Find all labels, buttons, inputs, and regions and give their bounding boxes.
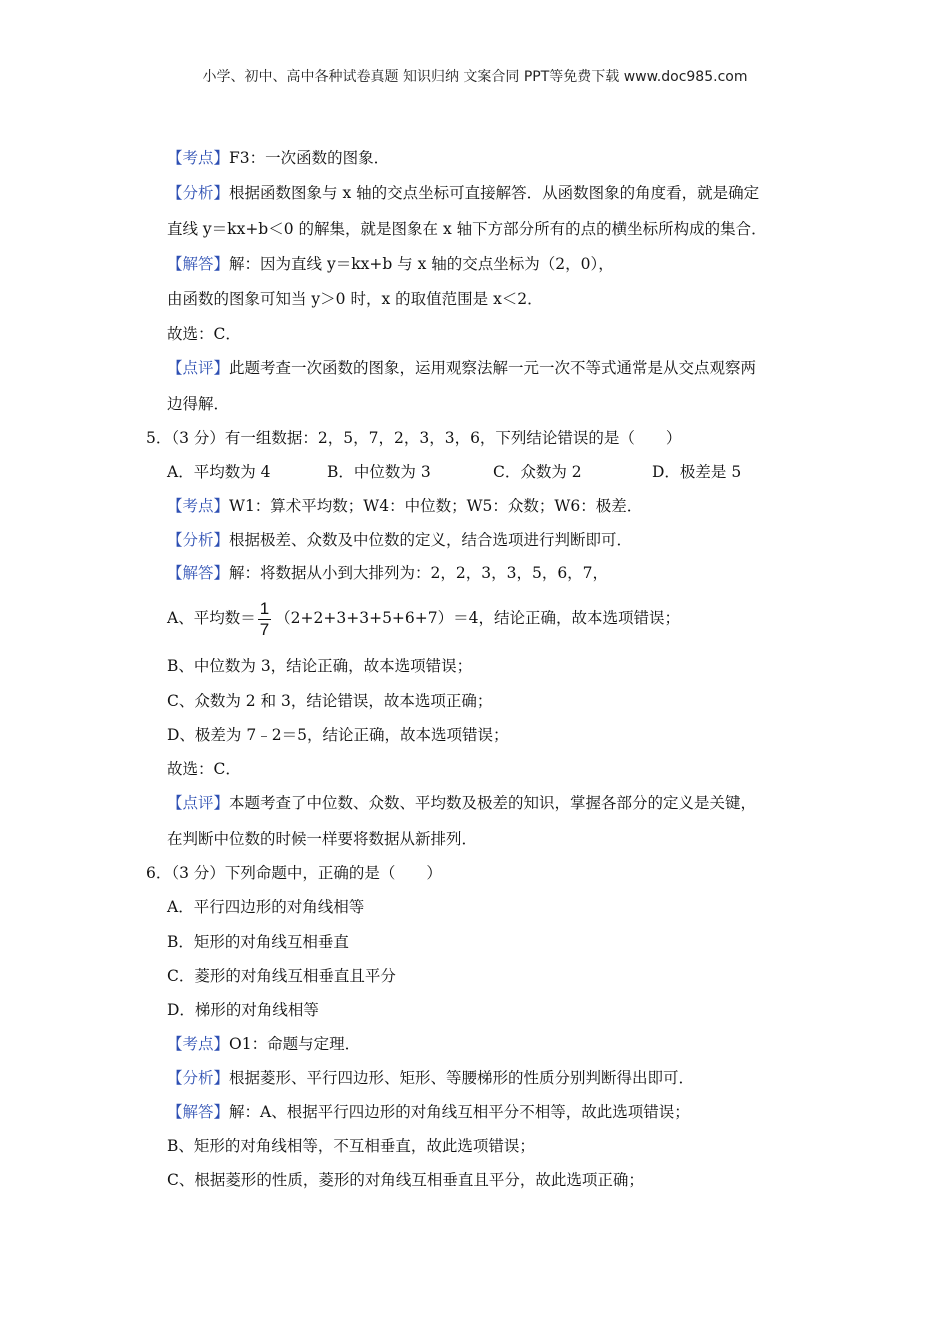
q5-jieda-text: 解：将数据从小到大排列为：2，2，3，3，5，6，7， [229, 564, 609, 582]
q5-choose: 故选：C． [167, 760, 241, 778]
fenxi-label: 【分析】 [167, 184, 230, 202]
dianping-label: 【点评】 [167, 794, 230, 812]
q5-kaodian-line [167, 496, 642, 516]
fraction-denominator: 7 [259, 619, 270, 639]
q5-option-b: B．中位数为 3 [327, 463, 431, 481]
fenxi-label: 【分析】 [167, 531, 230, 549]
q4-jieda-text-1: 解：因为直线 y＝kx+b 与 x 轴的交点坐标为（2，0）， [229, 255, 614, 273]
q6-kaodian-line [167, 1034, 360, 1054]
q6-option-c: C．菱形的对角线互相垂直且平分 [167, 967, 396, 985]
dianping-label: 【点评】 [167, 359, 230, 377]
q5-option-a: A．平均数为 4 [167, 463, 271, 481]
q5-dianping-line-1 [167, 793, 756, 813]
q6-line-c: C、根据菱形的性质，菱形的对角线互相垂直且平分，故此选项正确； [167, 1171, 644, 1189]
q4-choose: 故选：C． [167, 325, 241, 343]
q5-line-a-prefix: A、平均数＝ [167, 609, 256, 627]
q4-dianping-line-1 [167, 358, 756, 378]
q6-fenxi-line [167, 1068, 694, 1088]
q5-stem: 5．（3 分）有一组数据：2，5，7，2，3，3，6，下列结论错误的是（ ） [146, 429, 682, 447]
q4-kaodian-text: F3：一次函数的图象． [229, 149, 390, 167]
q6-option-a: A．平行四边形的对角线相等 [167, 898, 365, 916]
q5-fenxi-line [167, 530, 632, 550]
q4-fenxi-line-1 [167, 183, 759, 203]
jieda-label: 【解答】 [167, 1103, 230, 1121]
q4-fenxi-text-1: 根据函数图象与 x 轴的交点坐标可直接解答．从函数图象的角度看，就是确定 [229, 184, 760, 202]
fenxi-label: 【分析】 [167, 1069, 230, 1087]
q6-stem: 6．（3 分）下列命题中，正确的是（ ） [146, 864, 442, 882]
q6-kaodian-text: O1：命题与定理． [229, 1035, 361, 1053]
q6-jieda-line [167, 1102, 690, 1122]
q5-line-c: C、众数为 2 和 3，结论错误，故本选项正确； [167, 692, 493, 710]
jieda-label: 【解答】 [167, 255, 230, 273]
q5-line-a [167, 598, 680, 640]
q5-jieda-line [167, 563, 608, 583]
q5-dianping-text-1: 本题考查了中位数、众数、平均数及极差的知识，掌握各部分的定义是关键， [229, 794, 757, 812]
q6-line-b: B、矩形的对角线相等，不互相垂直，故此选项错误； [167, 1137, 535, 1155]
q5-fenxi-text: 根据极差、众数及中位数的定义，结合选项进行判断即可． [229, 531, 633, 549]
q5-line-d: D、极差为 7﹣2＝5，结论正确，故本选项错误； [167, 726, 509, 744]
q4-jieda-line-2: 由函数的图象可知当 y＞0 时，x 的取值范围是 x＜2． [167, 290, 543, 308]
q6-jieda-text: 解：A、根据平行四边形的对角线互相平分不相等，故此选项错误； [229, 1103, 690, 1121]
q5-option-c: C．众数为 2 [493, 463, 582, 481]
q4-kaodian-line [167, 148, 389, 168]
q4-dianping-line-2: 边得解． [167, 395, 230, 413]
q6-option-b: B．矩形的对角线互相垂直 [167, 933, 349, 951]
fraction-numerator: 1 [259, 598, 270, 618]
q4-dianping-text-1: 此题考查一次函数的图象，运用观察法解一元一次不等式通常是从交点观察两 [229, 359, 757, 377]
q6-option-d: D．梯形的对角线相等 [167, 1001, 319, 1019]
kaodian-label: 【考点】 [167, 497, 230, 515]
q4-fenxi-line-2: 直线 y＝kx+b＜0 的解集，就是图象在 x 轴下方部分所有的点的横坐标所构成的集合． [167, 220, 767, 238]
kaodian-label: 【考点】 [167, 149, 230, 167]
q5-line-b: B、中位数为 3，结论正确，故本选项错误； [167, 657, 473, 675]
q5-line-a-suffix: （2+2+3+3+5+6+7）＝4，结论正确，故本选项错误； [275, 609, 680, 627]
q5-kaodian-text: W1：算术平均数；W4：中位数；W5：众数；W6：极差． [229, 497, 643, 515]
q5-option-d: D．极差是 5 [652, 463, 742, 481]
jieda-label: 【解答】 [167, 564, 230, 582]
q5-dianping-line-2: 在判断中位数的时候一样要将数据从新排列． [167, 830, 478, 848]
fraction-one-seventh [258, 599, 271, 640]
page-header-banner: 小学、初中、高中各种试卷真题 知识归纳 文案合同 PPT等免费下载 www.doc985.com [202, 69, 748, 85]
q4-jieda-line-1 [167, 254, 614, 274]
q6-fenxi-text: 根据菱形、平行四边形、矩形、等腰梯形的性质分别判断得出即可． [229, 1069, 695, 1087]
kaodian-label: 【考点】 [167, 1035, 230, 1053]
q5-options [167, 462, 867, 482]
